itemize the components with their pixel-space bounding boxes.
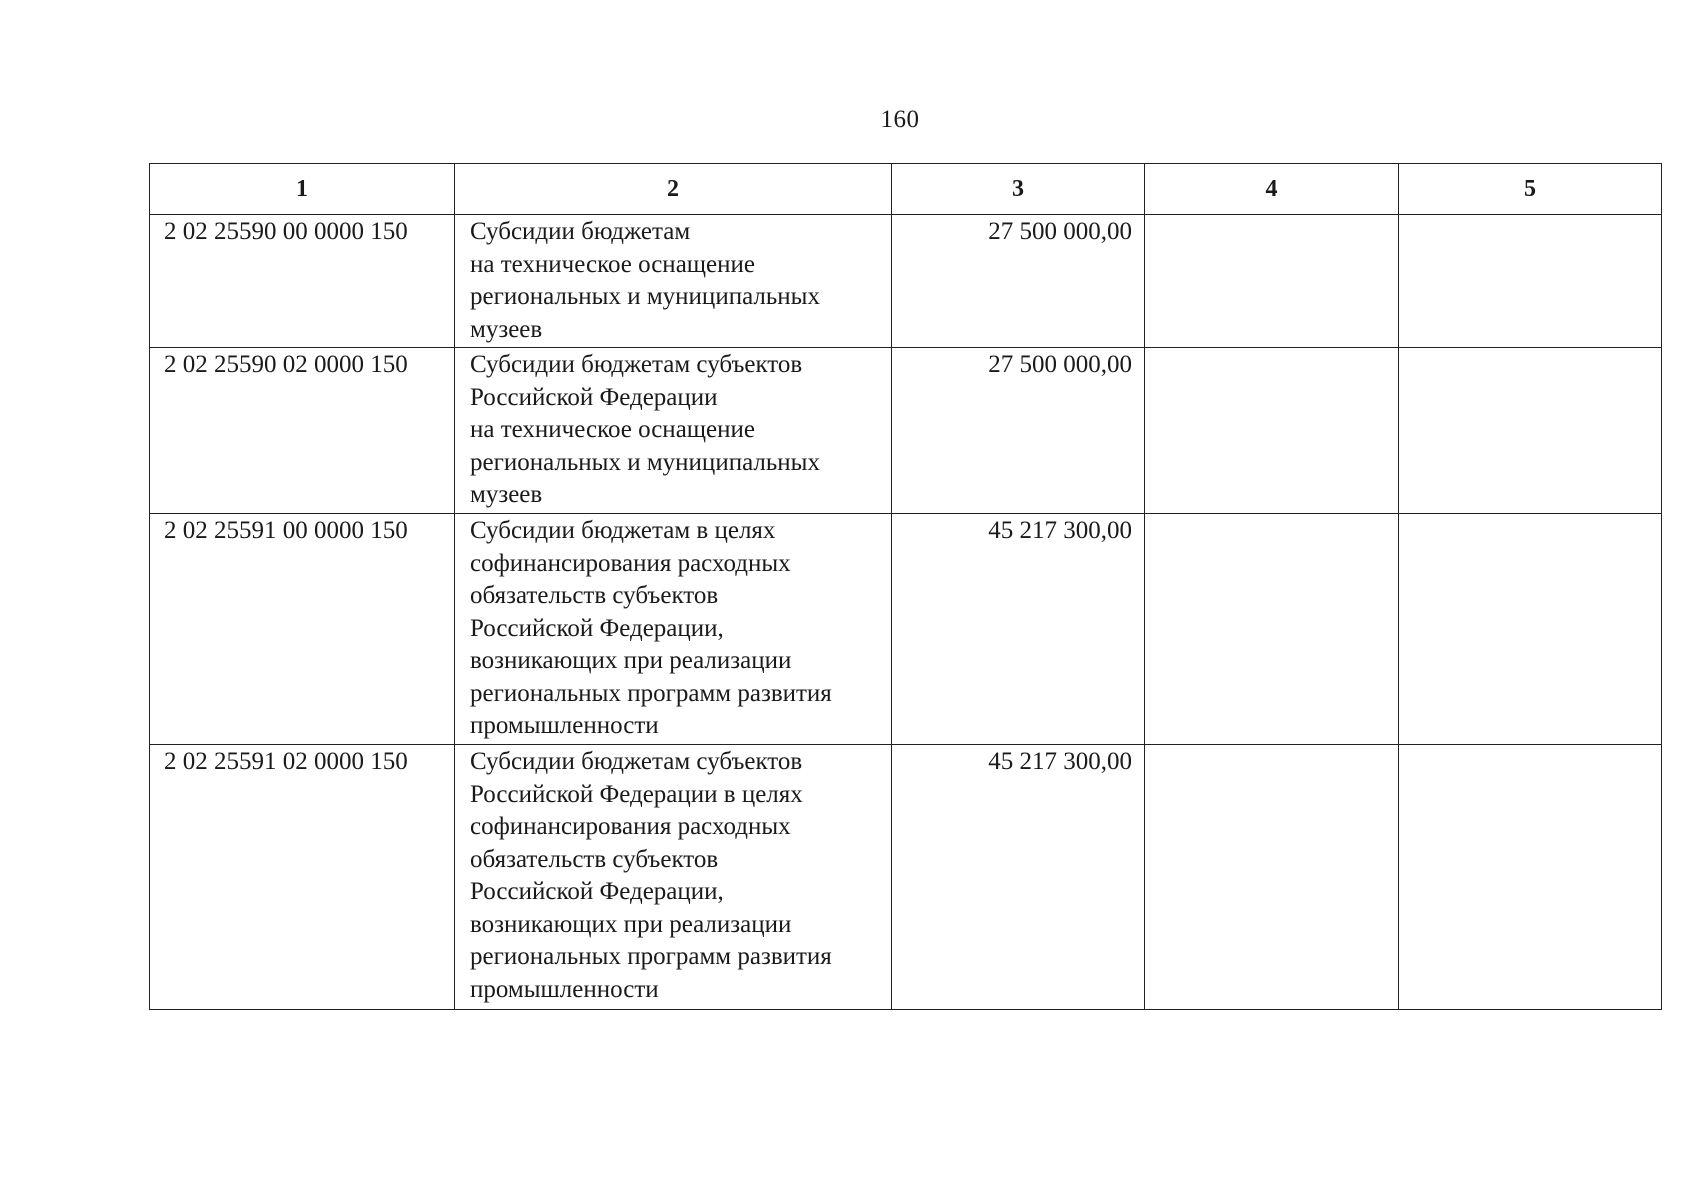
income-name-cell: Субсидии бюджетам на техническое оснащение региональных и муниципальных музеев [455,215,892,348]
column-5-cell [1399,514,1662,745]
column-5-cell [1399,215,1662,348]
column-4-cell [1145,348,1399,514]
table-header-row [150,164,1662,215]
column-5-cell [1399,348,1662,514]
amount-cell: 45 217 300,00 [892,514,1145,745]
column-header-5: 5 [1399,164,1662,215]
table-row [150,215,1662,348]
amount-cell: 45 217 300,00 [892,745,1145,1010]
table-row [150,745,1662,1010]
budget-code-cell: 2 02 25590 02 0000 150 [150,348,455,514]
column-4-cell [1145,215,1399,348]
column-header-2: 2 [455,164,892,215]
column-4-cell [1145,745,1399,1010]
income-name-cell: Субсидии бюджетам субъектов Российской Федерации в целях софинансирования расходных обязательств субъектов Российской Федерации, возникающих при реализации региональных программ развития промышленности [455,745,892,1010]
page-number: 160 [880,106,920,133]
budget-code-cell: 2 02 25591 00 0000 150 [150,514,455,745]
column-header-4: 4 [1145,164,1399,215]
column-4-cell [1145,514,1399,745]
income-name-cell: Субсидии бюджетам в целях софинансирования расходных обязательств субъектов Российской Федерации, возникающих при реализации региональных программ развития промышленности [455,514,892,745]
column-5-cell [1399,745,1662,1010]
table-row [150,348,1662,514]
amount-cell: 27 500 000,00 [892,215,1145,348]
budget-code-cell: 2 02 25591 02 0000 150 [150,745,455,1010]
budget-code-cell: 2 02 25590 00 0000 150 [150,215,455,348]
amount-cell: 27 500 000,00 [892,348,1145,514]
income-name-cell: Субсидии бюджетам субъектов Российской Федерации на техническое оснащение региональных и муниципальных музеев [455,348,892,514]
table-row [150,514,1662,745]
column-header-1: 1 [150,164,455,215]
column-header-3: 3 [892,164,1145,215]
budget-table [149,163,1662,1010]
